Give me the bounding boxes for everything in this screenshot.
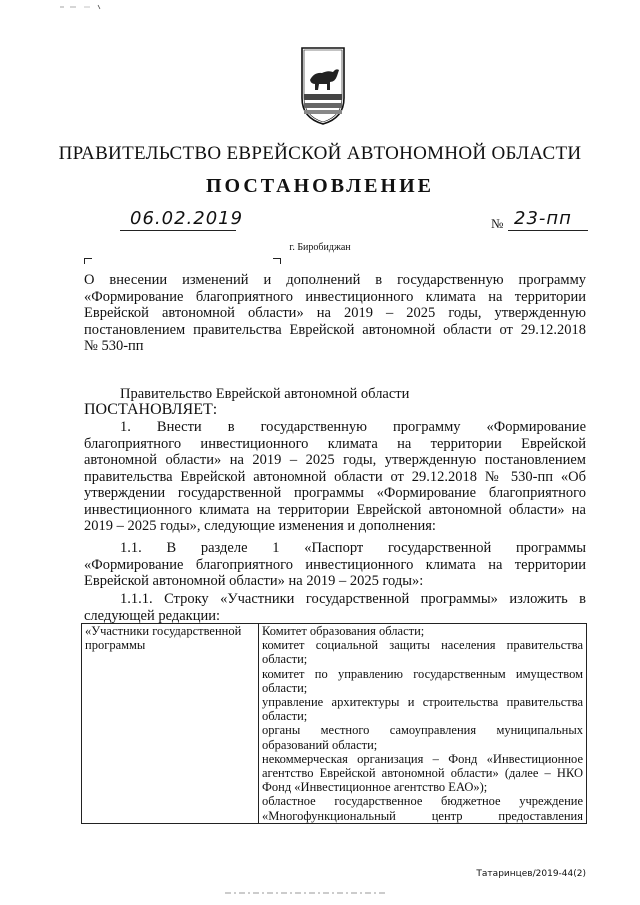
paragraph-line: «Формирование благоприятного инвестиционного климата на территории <box>84 556 586 573</box>
participant-item: образований области; <box>262 737 378 752</box>
title-line: О внесении изменений и дополнений в государственную программу <box>84 272 586 288</box>
participant-item: некоммерческая организация – Фонд «Инвестиционное <box>262 751 583 766</box>
city-name: г. Биробиджан <box>289 242 351 253</box>
title-line: «Формирование благоприятного инвестиционного климата на территории <box>84 288 586 305</box>
participant-item: области; <box>262 652 308 667</box>
paragraph-line: правительства Еврейской автономной области от 29.12.2018 № 530-пп «Об <box>84 468 586 485</box>
participant-item: области; <box>262 709 308 724</box>
scan-speck <box>225 891 385 895</box>
paragraph-line: инвестиционного климата на территории Еврейской автономной области» на <box>84 501 586 518</box>
document-date: 06.02.2019 <box>130 208 244 229</box>
participant-item: области; <box>262 680 308 695</box>
paragraph-1 <box>84 419 586 535</box>
participants-label-cell <box>82 624 259 824</box>
paragraph-line: автономной области» на 2019 – 2025 годы, утвержденную постановлением <box>84 452 586 468</box>
preamble-resolves: ПОСТАНОВЛЯЕТ: <box>84 401 218 418</box>
paragraph-line: утверждении государственной программы «Формирование благоприятного <box>84 485 586 501</box>
document-number: 23-пп <box>514 208 572 229</box>
paragraph-1-1-1 <box>84 591 586 624</box>
participant-item: областное государственное бюджетное учреждение <box>262 794 583 809</box>
organization-name: ПРАВИТЕЛЬСТВО ЕВРЕЙСКОЙ АВТОНОМНОЙ ОБЛАСТИ <box>58 143 582 164</box>
document-code: Татаринцев/2019-44(2) <box>476 869 586 879</box>
right-corner-mark <box>273 258 281 264</box>
left-corner-mark <box>84 258 92 264</box>
paragraph-line: 1.1. В разделе 1 «Паспорт государственной программы <box>120 540 586 556</box>
participant-item: органы местного самоуправления муниципальных <box>262 723 583 738</box>
table-row <box>82 624 587 824</box>
participant-item: Фонд «Инвестиционное агентство ЕАО»); <box>262 780 488 795</box>
participant-item: управление архитектуры и строительства правительства <box>262 695 583 710</box>
paragraph-line: следующей редакции: <box>84 607 221 624</box>
participants-list-cell <box>259 624 587 824</box>
date-underline <box>120 230 236 231</box>
paragraph-line: 1. Внести в государственную программу «Формирование <box>120 419 586 435</box>
document-title <box>84 272 586 355</box>
participant-item: агентство Еврейской автономной области» (далее – НКО <box>262 766 583 781</box>
paragraph-line: благоприятного инвестиционного климата на территории Еврейской <box>84 435 586 452</box>
paragraph-line: Еврейской автономной области» на 2019 – 2025 годы»: <box>84 573 424 589</box>
participant-item: комитет по управлению государственным имуществом <box>262 666 583 681</box>
paragraph-line: 1.1.1. Строку «Участники государственной программы» изложить в <box>120 591 586 607</box>
participant-item: комитет социальной защиты населения правительства <box>262 638 583 653</box>
document-type: ПОСТАНОВЛЕНИЕ <box>206 175 434 197</box>
number-underline <box>508 230 588 231</box>
preamble-government: Правительство Еврейской автономной области <box>120 386 410 402</box>
title-line: № 530-пп <box>84 338 144 354</box>
scan-speck <box>60 4 110 10</box>
participants-table <box>81 623 587 824</box>
participant-item: «Многофункциональный центр предоставления <box>262 808 583 823</box>
number-label: № <box>491 216 504 231</box>
paragraph-1-1 <box>84 540 586 590</box>
paragraph-line: 2019 – 2025 годы», следующие изменения и дополнения: <box>84 518 436 534</box>
participant-item: Комитет образования области; <box>262 624 425 638</box>
coat-of-arms-icon <box>300 42 346 126</box>
title-line: Еврейской автономной области» на 2019 – 2025 годы, утвержденную <box>84 305 586 321</box>
participants-label: «Участники государственной программы <box>85 624 242 653</box>
title-line: постановлением правительства Еврейской автономной области от 29.12.2018 <box>84 321 586 338</box>
